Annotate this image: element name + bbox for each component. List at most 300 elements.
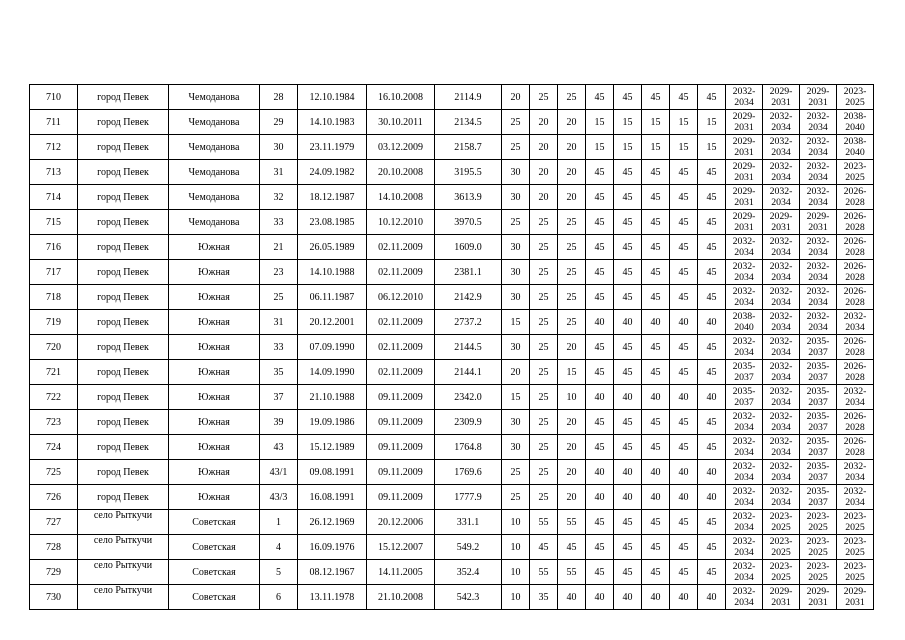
area-cell: 1777.9 — [435, 485, 502, 510]
wear-percent-cell: 45 — [586, 335, 614, 360]
repair-period-cell: 2029-2031 — [726, 160, 763, 185]
record-number-cell: 713 — [30, 160, 78, 185]
area-cell: 1764.8 — [435, 435, 502, 460]
street-cell: Южная — [169, 285, 260, 310]
wear-percent-cell: 40 — [698, 310, 726, 335]
repair-period-cell: 2026-2028 — [837, 285, 874, 310]
wear-percent-cell: 45 — [698, 235, 726, 260]
house-number-cell: 30 — [260, 135, 298, 160]
commissioning-date-cell: 20.12.2001 — [298, 310, 367, 335]
wear-percent-cell: 30 — [502, 160, 530, 185]
house-number-cell: 1 — [260, 510, 298, 535]
wear-percent-cell: 45 — [642, 285, 670, 310]
repair-period-cell: 2023-2025 — [763, 535, 800, 560]
commissioning-date-cell: 07.09.1990 — [298, 335, 367, 360]
wear-percent-cell: 15 — [698, 110, 726, 135]
street-cell: Советская — [169, 560, 260, 585]
wear-percent-cell: 20 — [558, 460, 586, 485]
area-cell: 2737.2 — [435, 310, 502, 335]
wear-percent-cell: 25 — [530, 435, 558, 460]
table-row — [30, 310, 874, 335]
repair-period-cell: 2032-2034 — [726, 260, 763, 285]
area-cell: 3195.5 — [435, 160, 502, 185]
area-cell: 2342.0 — [435, 385, 502, 410]
table-row — [30, 485, 874, 510]
wear-percent-cell: 25 — [530, 410, 558, 435]
wear-percent-cell: 45 — [670, 285, 698, 310]
wear-percent-cell: 55 — [558, 560, 586, 585]
table-row — [30, 435, 874, 460]
table-row — [30, 385, 874, 410]
settlement-cell: село Рыткучи — [78, 510, 169, 535]
repair-period-cell: 2023-2025 — [800, 560, 837, 585]
commissioning-date-cell: 26.12.1969 — [298, 510, 367, 535]
wear-percent-cell: 45 — [586, 360, 614, 385]
house-number-cell: 35 — [260, 360, 298, 385]
area-cell: 2142.9 — [435, 285, 502, 310]
area-cell: 2114.9 — [435, 85, 502, 110]
wear-percent-cell: 45 — [586, 260, 614, 285]
commissioning-date-cell: 16.09.1976 — [298, 535, 367, 560]
wear-percent-cell: 40 — [670, 460, 698, 485]
wear-percent-cell: 30 — [502, 285, 530, 310]
repair-period-cell: 2029-2031 — [726, 210, 763, 235]
repair-period-cell: 2032-2034 — [726, 510, 763, 535]
house-number-cell: 33 — [260, 335, 298, 360]
wear-percent-cell: 25 — [502, 485, 530, 510]
repair-period-cell: 2032-2034 — [763, 360, 800, 385]
area-cell: 1769.6 — [435, 460, 502, 485]
wear-percent-cell: 20 — [558, 135, 586, 160]
wear-percent-cell: 25 — [530, 310, 558, 335]
wear-percent-cell: 45 — [642, 560, 670, 585]
repair-period-cell: 2032-2034 — [763, 135, 800, 160]
repair-period-cell: 2026-2028 — [837, 235, 874, 260]
inspection-date-cell: 09.11.2009 — [367, 460, 435, 485]
wear-percent-cell: 45 — [586, 560, 614, 585]
area-cell: 1609.0 — [435, 235, 502, 260]
wear-percent-cell: 25 — [558, 260, 586, 285]
repair-period-cell: 2032-2034 — [726, 85, 763, 110]
wear-percent-cell: 15 — [642, 135, 670, 160]
wear-percent-cell: 10 — [502, 535, 530, 560]
wear-percent-cell: 40 — [670, 485, 698, 510]
wear-percent-cell: 45 — [670, 85, 698, 110]
repair-period-cell: 2032-2034 — [837, 385, 874, 410]
wear-percent-cell: 25 — [530, 485, 558, 510]
table-row — [30, 360, 874, 385]
commissioning-date-cell: 21.10.1988 — [298, 385, 367, 410]
repair-period-cell: 2035-2037 — [726, 360, 763, 385]
wear-percent-cell: 10 — [502, 585, 530, 610]
wear-percent-cell: 45 — [698, 210, 726, 235]
repair-period-cell: 2029-2031 — [726, 185, 763, 210]
repair-period-cell: 2029-2031 — [763, 85, 800, 110]
wear-percent-cell: 45 — [614, 535, 642, 560]
wear-percent-cell: 45 — [614, 210, 642, 235]
record-number-cell: 725 — [30, 460, 78, 485]
wear-percent-cell: 25 — [502, 135, 530, 160]
area-cell: 352.4 — [435, 560, 502, 585]
repair-period-cell: 2032-2034 — [726, 410, 763, 435]
inspection-date-cell: 03.12.2009 — [367, 135, 435, 160]
area-cell: 2134.5 — [435, 110, 502, 135]
housing-registry-table — [29, 84, 874, 610]
commissioning-date-cell: 09.08.1991 — [298, 460, 367, 485]
house-number-cell: 31 — [260, 160, 298, 185]
wear-percent-cell: 45 — [586, 185, 614, 210]
wear-percent-cell: 25 — [558, 85, 586, 110]
wear-percent-cell: 45 — [670, 435, 698, 460]
repair-period-cell: 2038-2040 — [837, 110, 874, 135]
wear-percent-cell: 55 — [558, 510, 586, 535]
commissioning-date-cell: 06.11.1987 — [298, 285, 367, 310]
record-number-cell: 722 — [30, 385, 78, 410]
wear-percent-cell: 35 — [530, 585, 558, 610]
record-number-cell: 726 — [30, 485, 78, 510]
table-row — [30, 210, 874, 235]
repair-period-cell: 2032-2034 — [800, 235, 837, 260]
wear-percent-cell: 40 — [642, 460, 670, 485]
street-cell: Чемоданова — [169, 160, 260, 185]
wear-percent-cell: 25 — [530, 385, 558, 410]
wear-percent-cell: 40 — [642, 485, 670, 510]
record-number-cell: 717 — [30, 260, 78, 285]
repair-period-cell: 2032-2034 — [763, 185, 800, 210]
wear-percent-cell: 25 — [530, 360, 558, 385]
house-number-cell: 25 — [260, 285, 298, 310]
street-cell: Чемоданова — [169, 210, 260, 235]
table-row — [30, 585, 874, 610]
house-number-cell: 43 — [260, 435, 298, 460]
repair-period-cell: 2026-2028 — [837, 360, 874, 385]
wear-percent-cell: 45 — [614, 185, 642, 210]
wear-percent-cell: 20 — [530, 160, 558, 185]
wear-percent-cell: 45 — [586, 510, 614, 535]
street-cell: Советская — [169, 585, 260, 610]
house-number-cell: 28 — [260, 85, 298, 110]
wear-percent-cell: 40 — [698, 460, 726, 485]
wear-percent-cell: 40 — [614, 460, 642, 485]
wear-percent-cell: 40 — [558, 585, 586, 610]
repair-period-cell: 2035-2037 — [800, 385, 837, 410]
area-cell: 2144.1 — [435, 360, 502, 385]
settlement-cell: город Певек — [78, 410, 169, 435]
wear-percent-cell: 45 — [670, 185, 698, 210]
wear-percent-cell: 40 — [642, 310, 670, 335]
wear-percent-cell: 25 — [530, 210, 558, 235]
wear-percent-cell: 45 — [670, 360, 698, 385]
wear-percent-cell: 55 — [530, 510, 558, 535]
street-cell: Южная — [169, 485, 260, 510]
wear-percent-cell: 45 — [698, 260, 726, 285]
wear-percent-cell: 45 — [698, 360, 726, 385]
street-cell: Советская — [169, 510, 260, 535]
street-cell: Чемоданова — [169, 185, 260, 210]
repair-period-cell: 2032-2034 — [763, 385, 800, 410]
area-cell: 542.3 — [435, 585, 502, 610]
record-number-cell: 720 — [30, 335, 78, 360]
settlement-cell: город Певек — [78, 210, 169, 235]
record-number-cell: 727 — [30, 510, 78, 535]
repair-period-cell: 2026-2028 — [837, 210, 874, 235]
wear-percent-cell: 45 — [698, 535, 726, 560]
wear-percent-cell: 45 — [642, 235, 670, 260]
wear-percent-cell: 15 — [502, 310, 530, 335]
wear-percent-cell: 25 — [558, 210, 586, 235]
wear-percent-cell: 45 — [670, 510, 698, 535]
repair-period-cell: 2032-2034 — [837, 460, 874, 485]
wear-percent-cell: 25 — [530, 85, 558, 110]
house-number-cell: 23 — [260, 260, 298, 285]
street-cell: Южная — [169, 460, 260, 485]
inspection-date-cell: 02.11.2009 — [367, 260, 435, 285]
house-number-cell: 6 — [260, 585, 298, 610]
wear-percent-cell: 30 — [502, 410, 530, 435]
wear-percent-cell: 45 — [586, 435, 614, 460]
inspection-date-cell: 09.11.2009 — [367, 410, 435, 435]
wear-percent-cell: 45 — [614, 360, 642, 385]
repair-period-cell: 2032-2034 — [837, 310, 874, 335]
street-cell: Чемоданова — [169, 85, 260, 110]
wear-percent-cell: 20 — [558, 110, 586, 135]
wear-percent-cell: 25 — [558, 310, 586, 335]
table-row — [30, 260, 874, 285]
wear-percent-cell: 15 — [642, 110, 670, 135]
wear-percent-cell: 45 — [586, 410, 614, 435]
house-number-cell: 29 — [260, 110, 298, 135]
repair-period-cell: 2032-2034 — [763, 460, 800, 485]
record-number-cell: 716 — [30, 235, 78, 260]
wear-percent-cell: 40 — [698, 485, 726, 510]
wear-percent-cell: 40 — [614, 310, 642, 335]
repair-period-cell: 2032-2034 — [726, 435, 763, 460]
house-number-cell: 5 — [260, 560, 298, 585]
wear-percent-cell: 30 — [502, 185, 530, 210]
repair-period-cell: 2026-2028 — [837, 435, 874, 460]
commissioning-date-cell: 13.11.1978 — [298, 585, 367, 610]
table-row — [30, 185, 874, 210]
settlement-cell: город Певек — [78, 235, 169, 260]
wear-percent-cell: 20 — [530, 110, 558, 135]
table-row — [30, 535, 874, 560]
settlement-cell: город Певек — [78, 335, 169, 360]
street-cell: Чемоданова — [169, 135, 260, 160]
repair-period-cell: 2029-2031 — [837, 585, 874, 610]
wear-percent-cell: 45 — [614, 160, 642, 185]
repair-period-cell: 2023-2025 — [800, 535, 837, 560]
wear-percent-cell: 30 — [502, 335, 530, 360]
repair-period-cell: 2032-2034 — [763, 335, 800, 360]
area-cell: 3970.5 — [435, 210, 502, 235]
settlement-cell: город Певек — [78, 160, 169, 185]
inspection-date-cell: 09.11.2009 — [367, 435, 435, 460]
repair-period-cell: 2035-2037 — [800, 460, 837, 485]
settlement-cell: город Певек — [78, 85, 169, 110]
wear-percent-cell: 30 — [502, 260, 530, 285]
inspection-date-cell: 09.11.2009 — [367, 385, 435, 410]
wear-percent-cell: 40 — [586, 310, 614, 335]
wear-percent-cell: 45 — [642, 510, 670, 535]
commissioning-date-cell: 26.05.1989 — [298, 235, 367, 260]
repair-period-cell: 2032-2034 — [726, 285, 763, 310]
wear-percent-cell: 20 — [558, 435, 586, 460]
settlement-cell: город Певек — [78, 135, 169, 160]
repair-period-cell: 2029-2031 — [800, 585, 837, 610]
repair-period-cell: 2035-2037 — [800, 360, 837, 385]
inspection-date-cell: 15.12.2007 — [367, 535, 435, 560]
settlement-cell: село Рыткучи — [78, 560, 169, 585]
wear-percent-cell: 30 — [502, 435, 530, 460]
repair-period-cell: 2029-2031 — [763, 210, 800, 235]
wear-percent-cell: 45 — [614, 260, 642, 285]
wear-percent-cell: 45 — [698, 410, 726, 435]
settlement-cell: город Певек — [78, 485, 169, 510]
repair-period-cell: 2026-2028 — [837, 260, 874, 285]
settlement-cell: город Певек — [78, 460, 169, 485]
repair-period-cell: 2023-2025 — [837, 535, 874, 560]
repair-period-cell: 2032-2034 — [763, 235, 800, 260]
house-number-cell: 37 — [260, 385, 298, 410]
table-row — [30, 460, 874, 485]
house-number-cell: 31 — [260, 310, 298, 335]
commissioning-date-cell: 23.11.1979 — [298, 135, 367, 160]
table-row — [30, 285, 874, 310]
area-cell: 2381.1 — [435, 260, 502, 285]
wear-percent-cell: 40 — [670, 385, 698, 410]
repair-period-cell: 2032-2034 — [763, 160, 800, 185]
repair-period-cell: 2032-2034 — [800, 285, 837, 310]
area-cell: 2144.5 — [435, 335, 502, 360]
wear-percent-cell: 25 — [558, 285, 586, 310]
repair-period-cell: 2032-2034 — [726, 485, 763, 510]
area-cell: 331.1 — [435, 510, 502, 535]
commissioning-date-cell: 08.12.1967 — [298, 560, 367, 585]
wear-percent-cell: 45 — [614, 285, 642, 310]
repair-period-cell: 2032-2034 — [726, 585, 763, 610]
house-number-cell: 33 — [260, 210, 298, 235]
wear-percent-cell: 15 — [698, 135, 726, 160]
repair-period-cell: 2032-2034 — [726, 335, 763, 360]
wear-percent-cell: 40 — [614, 485, 642, 510]
street-cell: Южная — [169, 235, 260, 260]
wear-percent-cell: 40 — [642, 385, 670, 410]
wear-percent-cell: 45 — [586, 535, 614, 560]
house-number-cell: 21 — [260, 235, 298, 260]
wear-percent-cell: 40 — [698, 585, 726, 610]
repair-period-cell: 2023-2025 — [837, 160, 874, 185]
record-number-cell: 723 — [30, 410, 78, 435]
inspection-date-cell: 21.10.2008 — [367, 585, 435, 610]
repair-period-cell: 2035-2037 — [800, 485, 837, 510]
repair-period-cell: 2032-2034 — [800, 160, 837, 185]
wear-percent-cell: 15 — [614, 110, 642, 135]
wear-percent-cell: 25 — [530, 285, 558, 310]
area-cell: 3613.9 — [435, 185, 502, 210]
house-number-cell: 39 — [260, 410, 298, 435]
wear-percent-cell: 40 — [586, 485, 614, 510]
wear-percent-cell: 25 — [502, 210, 530, 235]
inspection-date-cell: 14.11.2005 — [367, 560, 435, 585]
inspection-date-cell: 16.10.2008 — [367, 85, 435, 110]
wear-percent-cell: 45 — [670, 210, 698, 235]
house-number-cell: 4 — [260, 535, 298, 560]
repair-period-cell: 2026-2028 — [837, 410, 874, 435]
wear-percent-cell: 25 — [530, 335, 558, 360]
street-cell: Советская — [169, 535, 260, 560]
settlement-cell: село Рыткучи — [78, 585, 169, 610]
repair-period-cell: 2032-2034 — [763, 435, 800, 460]
settlement-cell: город Певек — [78, 110, 169, 135]
table-row — [30, 510, 874, 535]
settlement-cell: город Певек — [78, 385, 169, 410]
wear-percent-cell: 20 — [558, 185, 586, 210]
wear-percent-cell: 45 — [642, 210, 670, 235]
wear-percent-cell: 45 — [614, 85, 642, 110]
wear-percent-cell: 45 — [670, 235, 698, 260]
repair-period-cell: 2032-2034 — [837, 485, 874, 510]
wear-percent-cell: 45 — [530, 535, 558, 560]
table-row — [30, 160, 874, 185]
commissioning-date-cell: 23.08.1985 — [298, 210, 367, 235]
repair-period-cell: 2029-2031 — [800, 210, 837, 235]
commissioning-date-cell: 18.12.1987 — [298, 185, 367, 210]
wear-percent-cell: 15 — [586, 135, 614, 160]
record-number-cell: 724 — [30, 435, 78, 460]
wear-percent-cell: 45 — [642, 85, 670, 110]
wear-percent-cell: 40 — [586, 460, 614, 485]
settlement-cell: город Певек — [78, 310, 169, 335]
wear-percent-cell: 45 — [698, 560, 726, 585]
street-cell: Южная — [169, 310, 260, 335]
repair-period-cell: 2035-2037 — [800, 335, 837, 360]
record-number-cell: 729 — [30, 560, 78, 585]
repair-period-cell: 2029-2031 — [726, 110, 763, 135]
table-row — [30, 135, 874, 160]
street-cell: Южная — [169, 260, 260, 285]
wear-percent-cell: 40 — [614, 585, 642, 610]
record-number-cell: 714 — [30, 185, 78, 210]
wear-percent-cell: 45 — [614, 435, 642, 460]
commissioning-date-cell: 12.10.1984 — [298, 85, 367, 110]
record-number-cell: 719 — [30, 310, 78, 335]
wear-percent-cell: 20 — [502, 85, 530, 110]
record-number-cell: 730 — [30, 585, 78, 610]
repair-period-cell: 2023-2025 — [763, 510, 800, 535]
repair-period-cell: 2035-2037 — [800, 435, 837, 460]
repair-period-cell: 2038-2040 — [837, 135, 874, 160]
repair-period-cell: 2032-2034 — [763, 485, 800, 510]
street-cell: Чемоданова — [169, 110, 260, 135]
table-row — [30, 410, 874, 435]
wear-percent-cell: 20 — [558, 410, 586, 435]
wear-percent-cell: 40 — [698, 385, 726, 410]
record-number-cell: 711 — [30, 110, 78, 135]
repair-period-cell: 2032-2034 — [763, 110, 800, 135]
wear-percent-cell: 45 — [698, 435, 726, 460]
settlement-cell: город Певек — [78, 435, 169, 460]
wear-percent-cell: 45 — [642, 160, 670, 185]
inspection-date-cell: 10.12.2010 — [367, 210, 435, 235]
commissioning-date-cell: 24.09.1982 — [298, 160, 367, 185]
repair-period-cell: 2032-2034 — [800, 260, 837, 285]
wear-percent-cell: 45 — [698, 285, 726, 310]
wear-percent-cell: 15 — [558, 360, 586, 385]
repair-period-cell: 2032-2034 — [800, 185, 837, 210]
record-number-cell: 718 — [30, 285, 78, 310]
wear-percent-cell: 45 — [642, 185, 670, 210]
record-number-cell: 715 — [30, 210, 78, 235]
